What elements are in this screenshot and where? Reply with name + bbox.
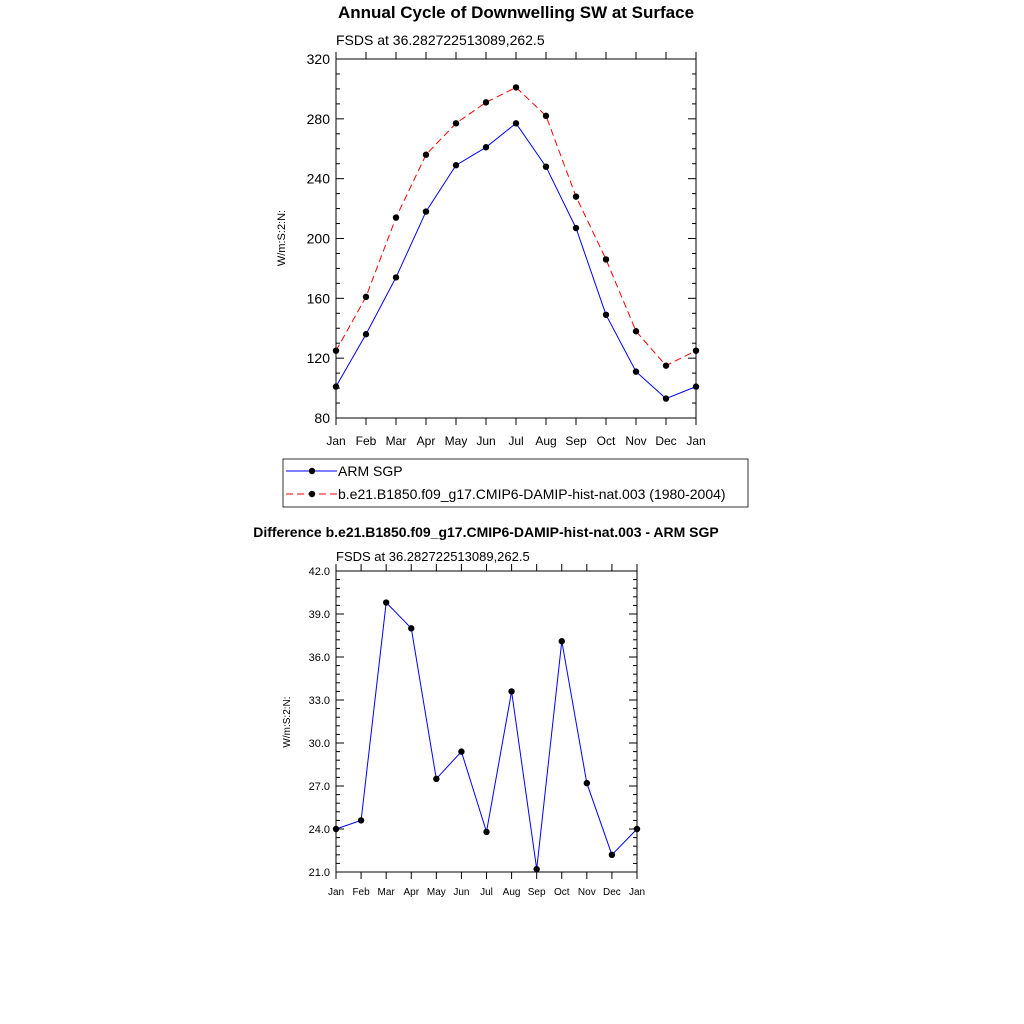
- y-tick-label: 42.0: [308, 565, 330, 578]
- data-point: [693, 347, 699, 353]
- data-point: [633, 368, 639, 374]
- x-tick-label: Jul: [480, 887, 493, 898]
- x-tick-label: Oct: [553, 887, 570, 898]
- x-tick-label: Sep: [565, 434, 587, 448]
- y-tick-label: 33.0: [308, 694, 330, 707]
- data-point: [333, 347, 339, 353]
- y-axis-label: W/m:S:2:N:: [276, 209, 288, 267]
- data-point: [663, 362, 669, 368]
- data-point: [393, 214, 399, 220]
- data-point: [358, 817, 364, 823]
- data-point: [333, 383, 339, 389]
- y-tick-label: 80: [314, 410, 330, 427]
- x-tick-label: Oct: [596, 434, 616, 448]
- data-point: [423, 152, 429, 158]
- x-tick-label: Feb: [352, 887, 370, 898]
- chart-subtitle: FSDS at 36.282722513089,262.5: [336, 549, 530, 564]
- data-point: [609, 852, 615, 858]
- data-point: [584, 780, 590, 786]
- data-point: [408, 625, 414, 631]
- data-point: [603, 312, 609, 318]
- legend-label-model: b.e21.B1850.f09_g17.CMIP6-DAMIP-hist-nat.003 (1980-2004): [338, 486, 726, 502]
- legend: [283, 459, 748, 507]
- x-tick-label: Jun: [453, 887, 470, 898]
- x-tick-label: Nov: [625, 434, 647, 448]
- x-tick-label: Jan: [628, 887, 646, 898]
- x-tick-label: Dec: [655, 434, 677, 448]
- chart-subtitle: FSDS at 36.282722513089,262.5: [336, 32, 545, 48]
- x-tick-label: Jun: [476, 434, 496, 448]
- x-tick-label: Jan: [326, 434, 346, 448]
- data-point: [508, 688, 514, 694]
- data-point: [663, 395, 669, 401]
- x-tick-label: Jul: [508, 434, 524, 448]
- chart-title: Annual Cycle of Downwelling SW at Surface: [337, 3, 695, 22]
- data-point: [423, 208, 429, 214]
- y-tick-label: 21.0: [308, 866, 330, 879]
- data-point: [693, 383, 699, 389]
- y-tick-label: 280: [306, 110, 330, 127]
- y-tick-label: 27.0: [308, 780, 330, 793]
- data-point: [383, 599, 389, 605]
- data-point: [458, 748, 464, 754]
- data-point: [433, 776, 439, 782]
- data-point: [533, 866, 539, 872]
- y-axis-label: W/m:S:2:N:: [282, 696, 293, 748]
- x-tick-label: May: [426, 887, 446, 898]
- x-tick-label: Aug: [502, 887, 521, 898]
- data-point: [603, 256, 609, 262]
- y-tick-label: 24.0: [308, 823, 330, 836]
- data-point: [483, 99, 489, 105]
- data-point: [453, 120, 459, 126]
- data-point: [634, 826, 640, 832]
- data-point: [453, 162, 459, 168]
- data-point: [363, 294, 369, 300]
- data-point: [393, 274, 399, 280]
- chart-title: Difference b.e21.B1850.f09_g17.CMIP6-DAMIP-hist-nat.003 - ARM SGP: [253, 524, 719, 540]
- y-tick-label: 240: [306, 170, 330, 187]
- y-tick-label: 39.0: [308, 608, 330, 621]
- data-point: [559, 638, 565, 644]
- legend-marker-arm-sgp: [309, 468, 315, 474]
- y-tick-label: 160: [306, 290, 330, 307]
- x-tick-label: May: [444, 434, 468, 448]
- y-tick-label: 120: [306, 350, 330, 367]
- x-tick-label: Sep: [527, 887, 546, 898]
- x-tick-label: Mar: [377, 887, 395, 898]
- data-point: [483, 829, 489, 835]
- data-point: [333, 826, 339, 832]
- y-tick-label: 200: [306, 230, 330, 247]
- data-point: [543, 113, 549, 119]
- data-point: [633, 328, 639, 334]
- data-point: [513, 120, 519, 126]
- x-tick-label: Jan: [327, 887, 345, 898]
- data-point: [573, 193, 579, 199]
- x-tick-label: Mar: [385, 434, 407, 448]
- data-point: [573, 225, 579, 231]
- y-tick-label: 320: [306, 51, 330, 68]
- x-tick-label: Nov: [577, 887, 596, 898]
- y-tick-label: 36.0: [308, 651, 330, 664]
- legend-label-arm-sgp: ARM SGP: [338, 463, 403, 479]
- data-point: [513, 84, 519, 90]
- x-tick-label: Dec: [603, 887, 621, 898]
- x-tick-label: Aug: [535, 434, 557, 448]
- x-tick-label: Apr: [416, 434, 436, 448]
- data-point: [363, 331, 369, 337]
- x-tick-label: Feb: [355, 434, 377, 448]
- legend-marker-model: [309, 491, 315, 497]
- x-tick-label: Apr: [403, 887, 420, 898]
- data-point: [543, 164, 549, 170]
- y-tick-label: 30.0: [308, 737, 330, 750]
- data-point: [483, 144, 489, 150]
- x-tick-label: Jan: [686, 434, 706, 448]
